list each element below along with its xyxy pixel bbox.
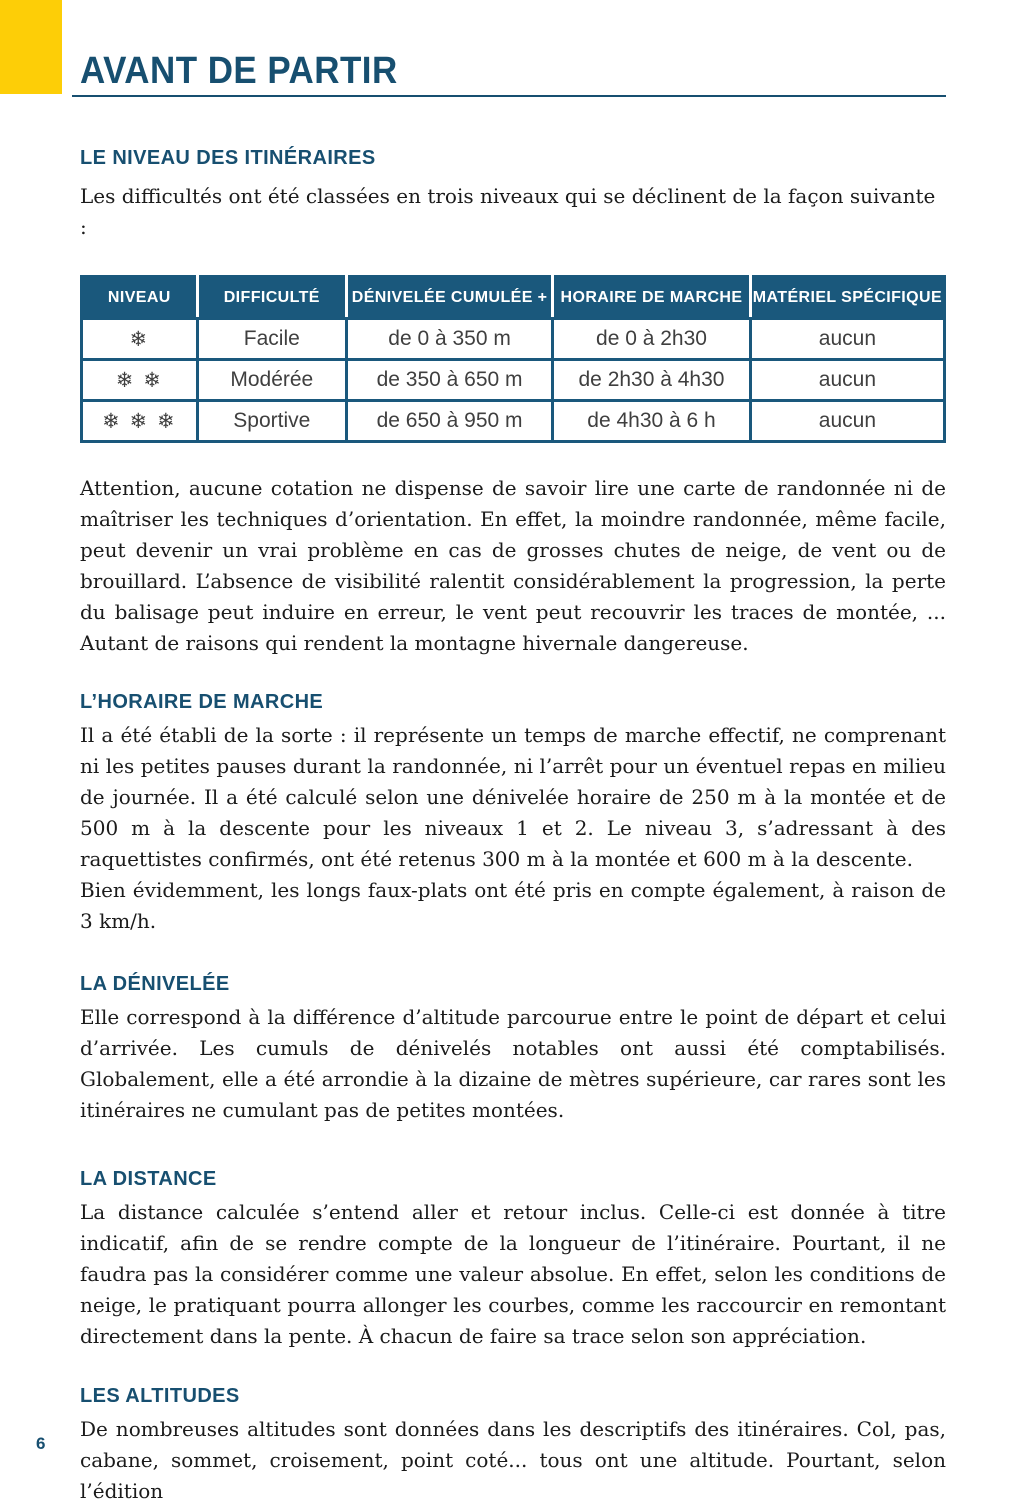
table-row-facile (82, 319, 945, 360)
section-heading-niveau: LE NIVEAU DES ITINÉRAIRES (80, 147, 376, 169)
title-divider (72, 95, 946, 97)
cell-difficulte: Modérée (197, 360, 346, 401)
cell-materiel: aucun (750, 401, 944, 442)
paragraph-altitudes: De nombreuses altitudes sont données dans les descriptifs des itinéraires. Col, pas, cabane, sommet, croisement, point coté... tous ont une altitude. Pourtant, selon l’édition (80, 1417, 946, 1503)
cell-denivelee: de 350 à 650 m (346, 360, 552, 401)
yellow-corner-block (0, 0, 62, 94)
section-heading-distance: LA DISTANCE (80, 1168, 217, 1190)
section-heading-denivelee: LA DÉNIVELÉE (80, 973, 230, 995)
section-heading-horaire: L’HORAIRE DE MARCHE (80, 691, 324, 713)
levels-table-header (82, 277, 945, 319)
table-header-materiel: MATÉRIEL SPÉCIFIQUE (750, 277, 944, 319)
table-row-moderee (82, 360, 945, 401)
cell-difficulte: Sportive (197, 401, 346, 442)
page-number: 6 (36, 1434, 46, 1453)
snowflake-icon: ❄ ❄ (82, 360, 198, 401)
cell-materiel: aucun (750, 319, 944, 360)
paragraph-attention: Attention, aucune cotation ne dispense de savoir lire une carte de randonnée ni de maîtriser les techniques d’orientation. En effet, la moindre randonnée, même facile, peut devenir un vrai problème en cas de grosses chutes de neige, de vent ou de brouillard. L’absence de visibilité ralentit considérablement la progression, la perte du balisage peut induire en erreur, le vent peut recouvrir les traces de montée, ... Autant de raisons qui rendent la montagne hivernale dangereuse. (80, 476, 946, 655)
paragraph-horaire-2: Bien évidemment, les longs faux-plats ont été pris en compte également, à raison de 3 km/h. (80, 878, 946, 933)
table-header-difficulte: DIFFICULTÉ (197, 277, 346, 319)
snowflake-icon: ❄ (82, 319, 198, 360)
cell-difficulte: Facile (197, 319, 346, 360)
cell-horaire: de 2h30 à 4h30 (553, 360, 751, 401)
levels-table-body (82, 319, 945, 442)
page-content (80, 0, 946, 1507)
section-heading-altitudes: LES ALTITUDES (80, 1385, 240, 1407)
table-header-row (82, 277, 945, 319)
cell-denivelee: de 0 à 350 m (346, 319, 552, 360)
snowflake-icon: ❄ ❄ ❄ (82, 401, 198, 442)
paragraph-denivelee: Elle correspond à la différence d’altitude parcourue entre le point de départ et celui d’arrivée. Les cumuls de dénivelés notables ont aussi été comptabilisés. Globalement, elle a été arrondie à la dizaine de mètres supérieure, car rares sont les itinéraires ne cumulant pas de petites montées. (80, 1005, 946, 1122)
cell-horaire: de 4h30 à 6 h (553, 401, 751, 442)
cell-horaire: de 0 à 2h30 (553, 319, 751, 360)
page-title: AVANT DE PARTIR (80, 50, 398, 92)
table-row-sportive (82, 401, 945, 442)
paragraph-horaire-1: Il a été établi de la sorte : il représente un temps de marche effectif, ne comprenant ni les petites pauses durant la randonnée, ni l’arrêt pour un éventuel repas en milieu de journée. Il a été calculé selon une dénivelée horaire de 250 m à la montée et de 500 m à la descente pour les niveaux 1 et 2. Le niveau 3, s’adressant à des raquettistes confirmés, ont été retenus 300 m à la montée et 600 m à la descente. (80, 723, 946, 871)
paragraph-distance: La distance calculée s’entend aller et retour inclus. Celle-ci est donnée à titre indicatif, afin de se rendre compte de la longueur de l’itinéraire. Pourtant, il ne faudra pas la considérer comme une valeur absolue. En effet, selon les conditions de neige, le pratiquant pourra allonger les courbes, comme les raccourcir en remontant directement dans la pente. À chacun de faire sa trace selon son appréciation. (80, 1200, 946, 1348)
levels-table (80, 275, 946, 443)
table-header-niveau: NIVEAU (82, 277, 198, 319)
cell-materiel: aucun (750, 360, 944, 401)
table-header-horaire: HORAIRE DE MARCHE (553, 277, 751, 319)
cell-denivelee: de 650 à 950 m (346, 401, 552, 442)
table-header-denivelee: DÉNIVELÉE CUMULÉE + (346, 277, 552, 319)
intro-text: Les difficultés ont été classées en trois niveaux qui se déclinent de la façon suivante : (80, 184, 936, 239)
